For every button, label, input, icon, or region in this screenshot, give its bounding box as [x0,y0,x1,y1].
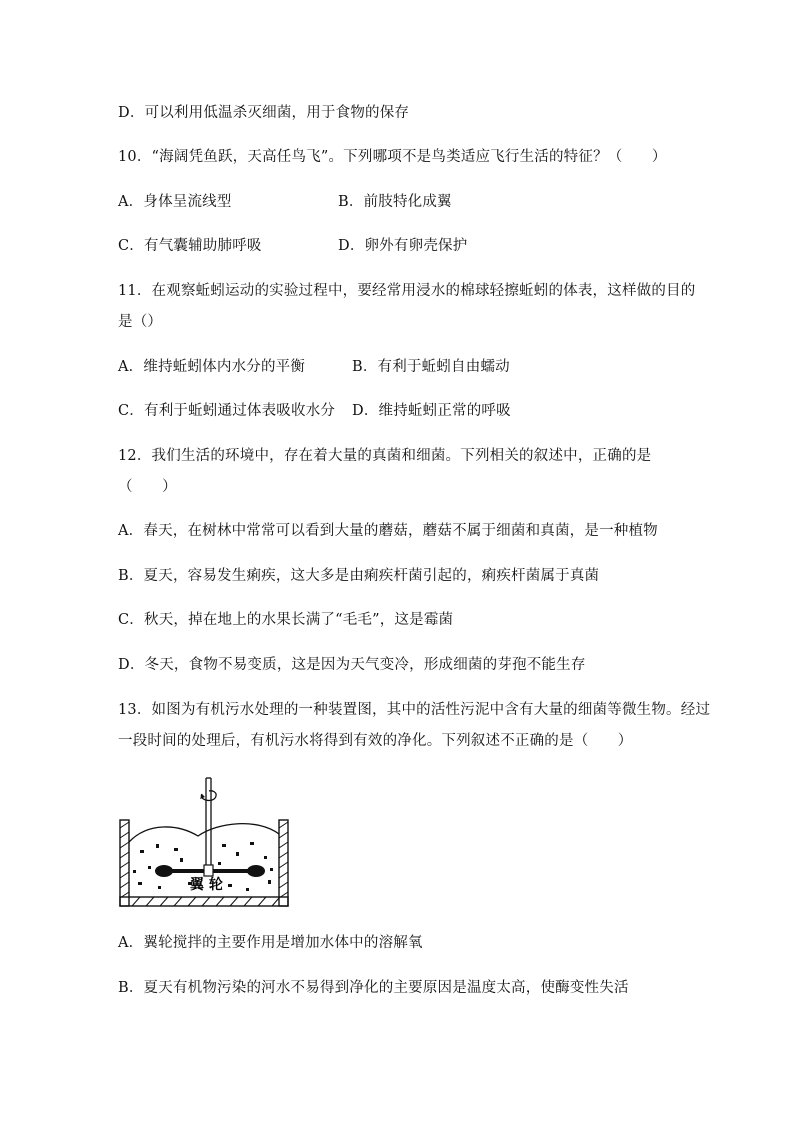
impeller-shaft [206,778,211,868]
q9-option-d: D．可以利用低温杀灭细菌，用于食物的保存 [118,105,410,121]
q12-option-c: C．秋天，掉在地上的水果长满了“毛毛”，这是霉菌 [118,612,454,628]
q10-option-c: C．有气囊辅助肺呼吸 [118,238,262,254]
q10-stem: 10．“海阔凭鱼跃，天高任鸟飞”。下列哪项不是鸟类适应飞行生活的特征？（ ） [118,149,667,165]
q10-option-d: D．卵外有卵壳保护 [338,238,468,254]
figure-label: 翼 轮 [190,877,223,893]
impeller-blades [155,865,265,877]
q11-option-a: A．维持蚯蚓体内水分的平衡 [118,359,306,375]
q11-option-c: C．有利于蚯蚓通过体表吸收水分 [118,403,336,419]
q11-stem-line1: 11．在观察蚯蚓运动的实验过程中，要经常用浸水的棉球轻擦蚯蚓的体表，这样做的目的 [118,283,696,299]
q11-stem-line2: 是（） [118,314,163,330]
q13-stem-line2: 一段时间的处理后，有机污水将得到有效的净化。下列叙述不正确的是（ ） [118,733,633,749]
sewage-treatment-diagram [118,772,293,912]
q12-option-d: D．冬天，食物不易变质，这是因为天气变冷，形成细菌的芽孢不能生存 [118,657,586,673]
q13-stem-line1: 13．如图为有机污水处理的一种装置图，其中的活性污泥中含有大量的细菌等微生物。经过 [118,702,711,718]
q12-stem-line2: （ ） [118,479,177,495]
q13-option-b: B．夏天有机物污染的河水不易得到净化的主要原因是温度太高，使酶变性失活 [118,980,629,996]
q10-option-b: B．前肢特化成翼 [338,194,452,210]
q10-option-a: A．身体呈流线型 [118,194,232,210]
q11-option-b: B．有利于蚯蚓自由蠕动 [352,359,510,375]
q13-option-a: A．翼轮搅拌的主要作用是增加水体中的溶解氧 [118,935,423,951]
q12-stem-line1: 12．我们生活的环境中，存在着大量的真菌和细菌。下列相关的叙述中，正确的是 [118,448,652,464]
q11-option-d: D．维持蚯蚓正常的呼吸 [352,403,511,419]
q12-option-a: A．春天，在树林中常常可以看到大量的蘑菇，蘑菇不属于细菌和真菌，是一种植物 [118,523,658,539]
water-surface [129,824,279,842]
wall-hatching [120,822,288,906]
q12-option-b: B．夏天，容易发生痢疾，这大多是由痢疾杆菌引起的，痢疾杆菌属于真菌 [118,568,600,584]
